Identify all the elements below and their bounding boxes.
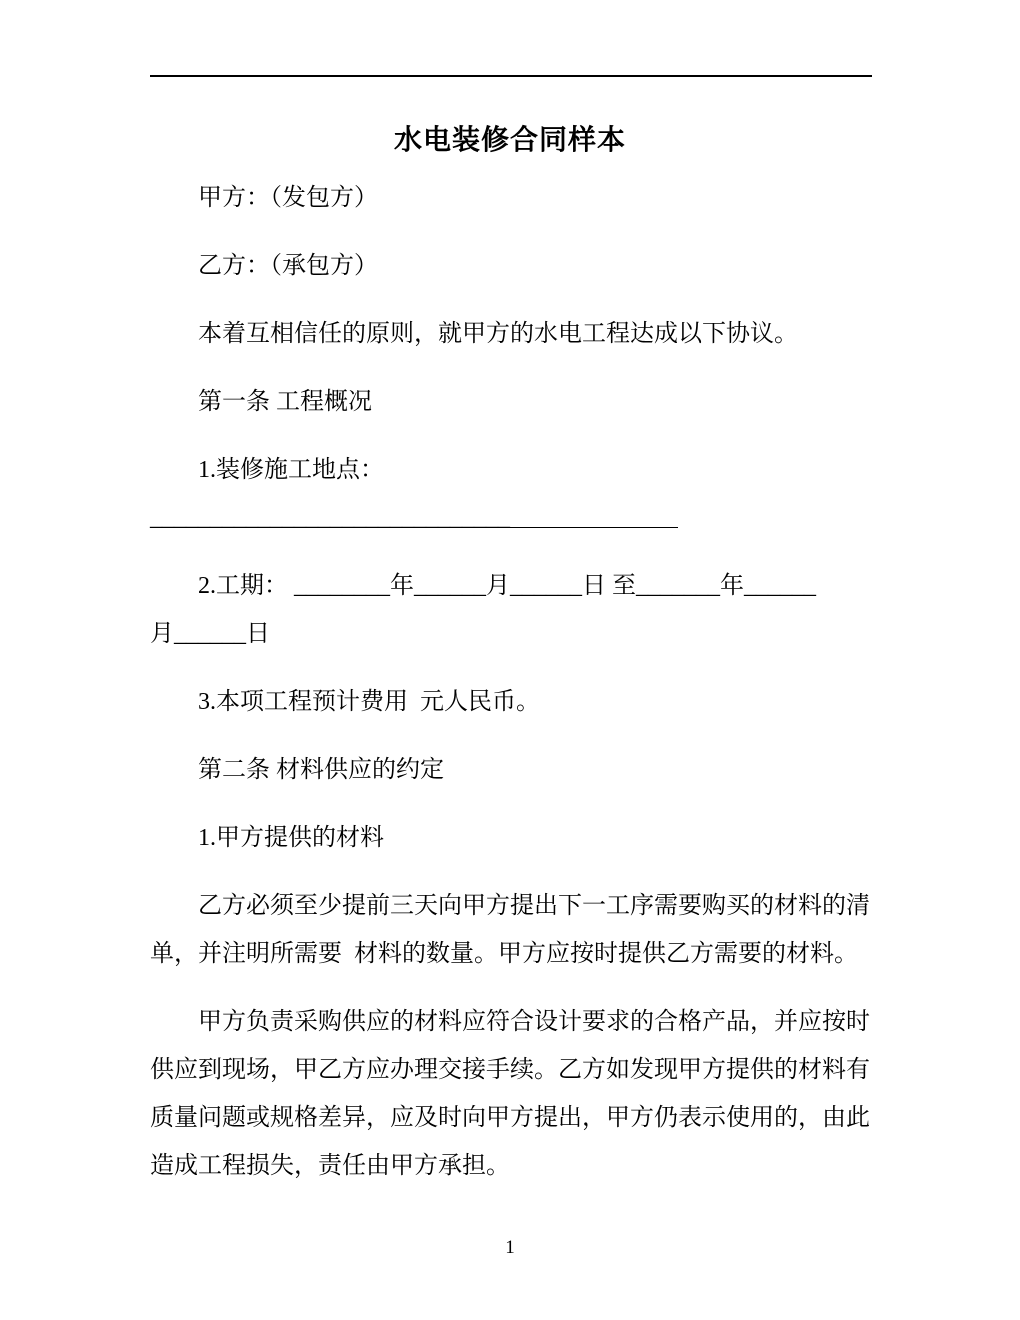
materials-clause-1-heading: 1.甲方提供的材料: [198, 825, 384, 851]
party-a-line: 甲方：（发包方）: [198, 185, 378, 211]
clause-2-duration-line: 2.工期： ________年______月______日 至_______年______: [198, 573, 816, 599]
clause-1-location-label: 1.装修施工地点：: [198, 457, 384, 483]
party-b-line: 乙方：（承包方）: [198, 253, 378, 279]
clause-3-cost-line: 3.本项工程预计费用 元人民币。: [198, 689, 540, 715]
clause-2-duration-wrap-line: 月______日: [150, 621, 270, 647]
document-title: 水电装修合同样本: [393, 125, 626, 156]
clause-2-duration: [150, 562, 872, 658]
article-1-heading: 第一条 工程概况: [198, 389, 372, 415]
header-rule: [150, 75, 872, 77]
page-number: 1: [505, 1237, 515, 1258]
materials-paragraph-1: 乙方必须至少提前三天向甲方提出下一工序需要购买的材料的清单，并注明所需要 材料的数量。甲方应按时提供乙方需要的材料。: [150, 893, 870, 967]
clause-1-location: [150, 446, 872, 542]
preamble-paragraph: 本着互相信任的原则，就甲方的水电工程达成以下协议。: [198, 321, 798, 347]
materials-paragraph-2: 甲方负责采购供应的材料应符合设计要求的合格产品，并应按时供应到现场，甲乙方应办理交接手续。乙方如发现甲方提供的材料有质量问题或规格差异，应及时向甲方提出，甲方仍表示使用的，由此造成工程损失，责任由甲方承担。: [150, 1009, 870, 1179]
document-body: [150, 174, 872, 1210]
location-blank-line: ______________________________＿＿＿＿＿＿＿: [150, 505, 678, 531]
article-2-heading: 第二条 材料供应的约定: [198, 757, 444, 783]
